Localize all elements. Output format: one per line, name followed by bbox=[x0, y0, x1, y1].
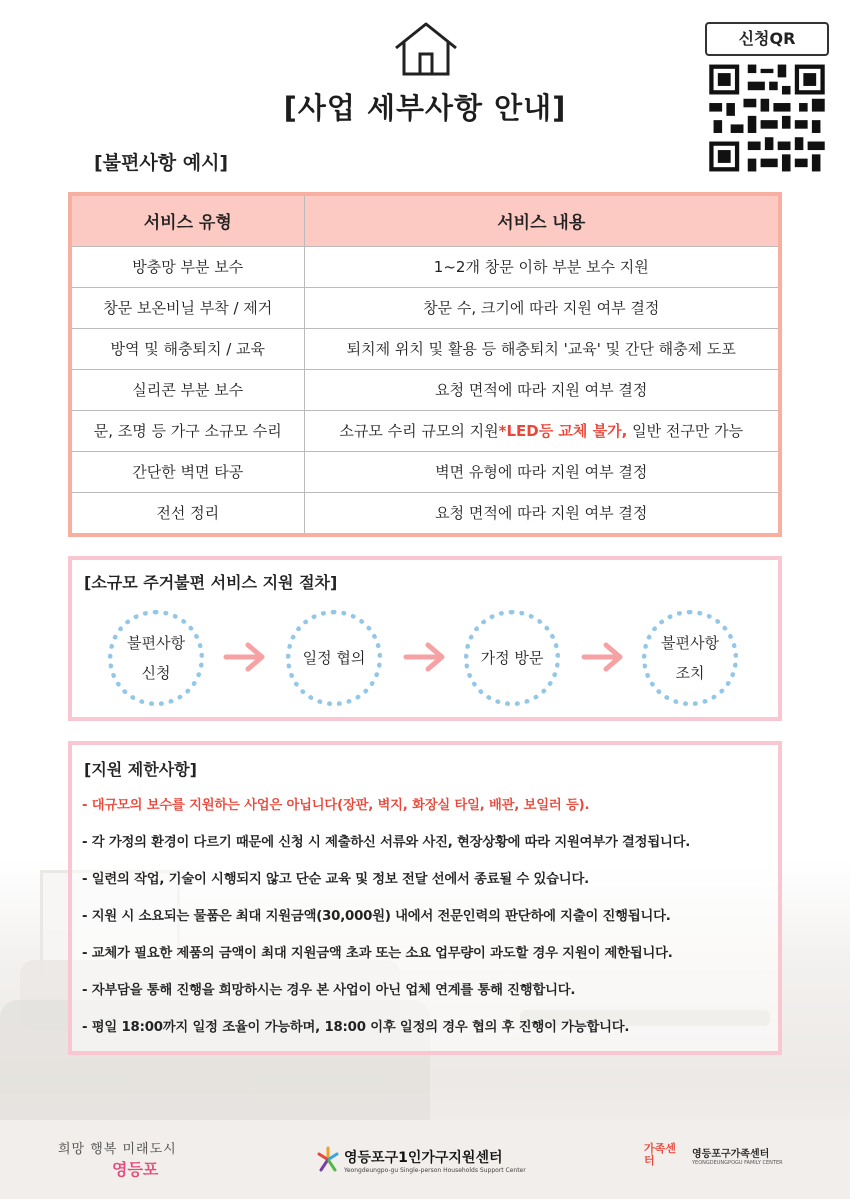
center-star-icon bbox=[316, 1146, 340, 1174]
step-action bbox=[642, 610, 738, 706]
cell-type: 방역 및 해충퇴치 / 교육 bbox=[72, 328, 304, 369]
cell-type: 창문 보온비닐 부착 / 제거 bbox=[72, 287, 304, 328]
column-header-type: 서비스 유형 bbox=[72, 196, 304, 246]
arrow-right-icon bbox=[580, 640, 626, 674]
table-row bbox=[72, 246, 778, 287]
qr-code-icon[interactable] bbox=[705, 60, 829, 176]
table-row bbox=[72, 492, 778, 533]
service-table bbox=[72, 196, 778, 533]
led-warning: *LED등 교체 불가, bbox=[498, 422, 628, 440]
logo-slogan: 희망 행복 미래도시 bbox=[58, 1142, 177, 1157]
cell-content: 벽면 유형에 따라 지원 여부 결정 bbox=[304, 451, 778, 492]
cell-content: 창문 수, 크기에 따라 지원 여부 결정 bbox=[304, 287, 778, 328]
family-center-logo bbox=[644, 1132, 804, 1178]
table-row bbox=[72, 287, 778, 328]
step-line: 신청 bbox=[141, 664, 171, 682]
cell-type: 방충망 부분 보수 bbox=[72, 246, 304, 287]
step-visit bbox=[464, 610, 560, 706]
step-line: 불편사항 bbox=[661, 634, 719, 652]
center-name: 영등포구1인가구지원센터 bbox=[344, 1149, 503, 1166]
list-item: - 각 가정의 환경이 다르기 때문에 신청 시 제출하신 서류와 사진, 현장상황에 따라 지원여부가 결정됩니다. bbox=[82, 835, 691, 850]
yeongdeungpo-logo bbox=[58, 1138, 198, 1178]
step-schedule bbox=[286, 610, 382, 706]
arrow-right-icon bbox=[222, 640, 268, 674]
family-center-mark: 가족센터 bbox=[644, 1142, 676, 1167]
single-household-center-logo bbox=[316, 1140, 536, 1180]
list-item: - 대규모의 보수를 지원하는 사업은 아닙니다(장판, 벽지, 화장실 타일, 배관, 보일러 등). bbox=[82, 798, 590, 813]
step-line: 불편사항 bbox=[127, 634, 185, 652]
cell-content-pre: 소규모 수리 규모의 지원 bbox=[339, 422, 499, 440]
list-item: - 지원 시 소요되는 물품은 최대 지원금액(30,000원) 내에서 전문인력의 판단하에 지출이 진행됩니다. bbox=[82, 909, 671, 924]
step-line: 일정 협의 bbox=[302, 649, 366, 667]
cell-type: 간단한 벽면 타공 bbox=[72, 451, 304, 492]
page-title: [사업 세부사항 안내] bbox=[283, 91, 567, 125]
table-header-row bbox=[72, 196, 778, 246]
restrictions-panel bbox=[68, 741, 782, 1055]
qr-label: 신청QR bbox=[705, 22, 829, 56]
examples-heading: [불편사항 예시] bbox=[94, 152, 229, 174]
family-center-english: YEONGDEUNGPOGU FAMILY CENTER bbox=[692, 1159, 783, 1166]
table-row bbox=[72, 410, 778, 451]
cell-content-post: 일반 전구만 가능 bbox=[627, 422, 744, 440]
restrictions-list bbox=[82, 797, 782, 1056]
cell-content bbox=[304, 410, 778, 451]
step-request bbox=[108, 610, 204, 706]
house-icon bbox=[392, 20, 460, 78]
list-item: - 교체가 필요한 제품의 금액이 최대 지원금액 초과 또는 소요 업무량이 과도할 경우 지원이 제한됩니다. bbox=[82, 946, 673, 961]
restrictions-heading: [지원 제한사항] bbox=[84, 760, 197, 779]
cell-type: 문, 조명 등 가구 소규모 수리 bbox=[72, 410, 304, 451]
cell-content: 1~2개 창문 이하 부분 보수 지원 bbox=[304, 246, 778, 287]
step-line: 가정 방문 bbox=[480, 649, 544, 667]
arrow-right-icon bbox=[402, 640, 448, 674]
family-center-name: 영등포구가족센터 bbox=[692, 1148, 770, 1160]
cell-type: 실리콘 부분 보수 bbox=[72, 369, 304, 410]
list-item: - 자부담을 통해 진행을 희망하시는 경우 본 사업이 아닌 업체 연계를 통해 진행합니다. bbox=[82, 983, 576, 998]
logo-city-name: 영등포 bbox=[112, 1160, 159, 1179]
step-line: 조치 bbox=[675, 664, 705, 682]
qr-block bbox=[705, 22, 831, 180]
procedure-panel bbox=[68, 556, 782, 721]
cell-content: 요청 면적에 따라 지원 여부 결정 bbox=[304, 492, 778, 533]
cell-content: 요청 면적에 따라 지원 여부 결정 bbox=[304, 369, 778, 410]
cell-type: 전선 정리 bbox=[72, 492, 304, 533]
table-row bbox=[72, 369, 778, 410]
list-item: - 평일 18:00까지 일정 조율이 가능하며, 18:00 이후 일정의 경우 협의 후 진행이 가능합니다. bbox=[82, 1020, 630, 1035]
column-header-content: 서비스 내용 bbox=[304, 196, 778, 246]
center-name-english: Yeongdeungpo-gu Single-person Households Support Center bbox=[344, 1166, 526, 1174]
table-row bbox=[72, 328, 778, 369]
cell-content: 퇴치제 위치 및 활용 등 해충퇴치 '교육' 및 간단 해충제 도포 bbox=[304, 328, 778, 369]
service-table-frame bbox=[68, 192, 782, 537]
list-item: - 일련의 작업, 기술이 시행되지 않고 단순 교육 및 정보 전달 선에서 종료될 수 있습니다. bbox=[82, 872, 589, 887]
table-row bbox=[72, 451, 778, 492]
procedure-heading: [소규모 주거불편 서비스 지원 절차] bbox=[84, 573, 338, 592]
